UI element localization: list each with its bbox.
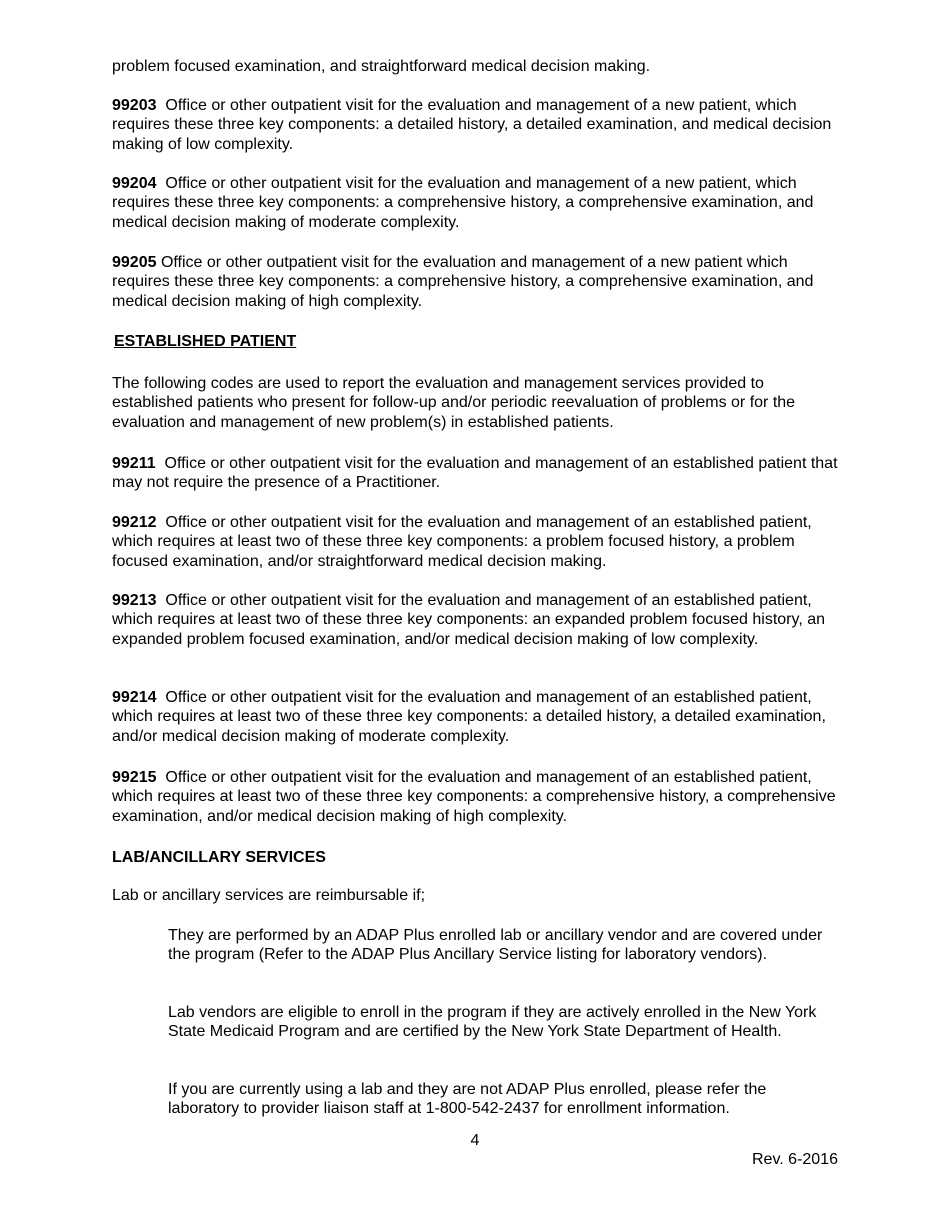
code-description: Office or other outpatient visit for the evaluation and management of an established patient, which requires at least two of these three key components: a problem focused history, a problem focused examination, and/or straightforward medical decision making. [112, 514, 812, 570]
code-description: Office or other outpatient visit for the evaluation and management of a new patient, which requires these three key components: a comprehensive history, a comprehensive examination, and medical decision making of moderate complexity. [112, 175, 814, 231]
code-number: 99211 [112, 455, 156, 472]
code-number: 99214 [112, 689, 157, 706]
code-number: 99215 [112, 769, 157, 786]
lab-condition-item: If you are currently using a lab and they are not ADAP Plus enrolled, please refer the laboratory to provider liaison staff at 1-800-542-2437 for enrollment information. [168, 1081, 767, 1118]
code-entry-99213 [112, 591, 844, 649]
code-description: Office or other outpatient visit for the evaluation and management of a new patient, which requires these three key components: a detailed history, a detailed examination, and medical decision making of low complexity. [112, 97, 832, 153]
code-description: Office or other outpatient visit for the evaluation and management of an established patient, which requires at least two of these three key components: a comprehensive history, a comprehensive examination, and/or medical decision making of high complexity. [112, 769, 836, 825]
code-description: Office or other outpatient visit for the evaluation and management of an established patient, which requires at least two of these three key components: a detailed history, a detailed examination, and/or medical decision making of moderate complexity. [112, 689, 826, 745]
code-entry-99211 [112, 454, 844, 493]
code-entry-99205 [112, 253, 844, 311]
page-number: 4 [470, 1132, 480, 1149]
code-number: 99204 [112, 175, 157, 192]
code-entry-99203 [112, 96, 844, 154]
code-entry-99214 [112, 688, 844, 746]
code-entry-99215 [112, 768, 844, 826]
code-description: Office or other outpatient visit for the evaluation and management of an established patient, which requires at least two of these three key components: an expanded problem focused history, an expanded problem focused examination, and/or medical decision making of low complexity. [112, 592, 825, 648]
established-patient-heading: ESTABLISHED PATIENT [114, 333, 297, 350]
lead-line: problem focused examination, and straightforward medical decision making. [112, 58, 651, 75]
established-intro: The following codes are used to report the evaluation and management services provided to established patients who present for follow-up and/or periodic reevaluation of problems or for the evaluation and management of new problem(s) in established patients. [112, 375, 796, 431]
lab-ancillary-heading: LAB/ANCILLARY SERVICES [112, 849, 326, 866]
code-number: 99205 [112, 254, 157, 271]
lab-condition-item: They are performed by an ADAP Plus enrolled lab or ancillary vendor and are covered under the program (Refer to the ADAP Plus Ancillary Service listing for laboratory vendors). [168, 927, 823, 964]
lab-intro: Lab or ancillary services are reimbursable if; [112, 887, 426, 904]
code-entry-99204 [112, 174, 844, 232]
revision-label: Rev. 6-2016 [752, 1151, 838, 1168]
code-number: 99213 [112, 592, 157, 609]
code-entry-99212 [112, 513, 844, 571]
code-number: 99203 [112, 97, 157, 114]
code-description: Office or other outpatient visit for the evaluation and management of an established patient that may not require the presence of a Practitioner. [112, 455, 838, 492]
lab-condition-item: Lab vendors are eligible to enroll in the program if they are actively enrolled in the New York State Medicaid Program and are certified by the New York State Department of Health. [168, 1004, 817, 1041]
code-description: Office or other outpatient visit for the evaluation and management of a new patient which requires these three key components: a comprehensive history, a comprehensive examination, and medical decision making of high complexity. [112, 254, 814, 310]
code-number: 99212 [112, 514, 157, 531]
